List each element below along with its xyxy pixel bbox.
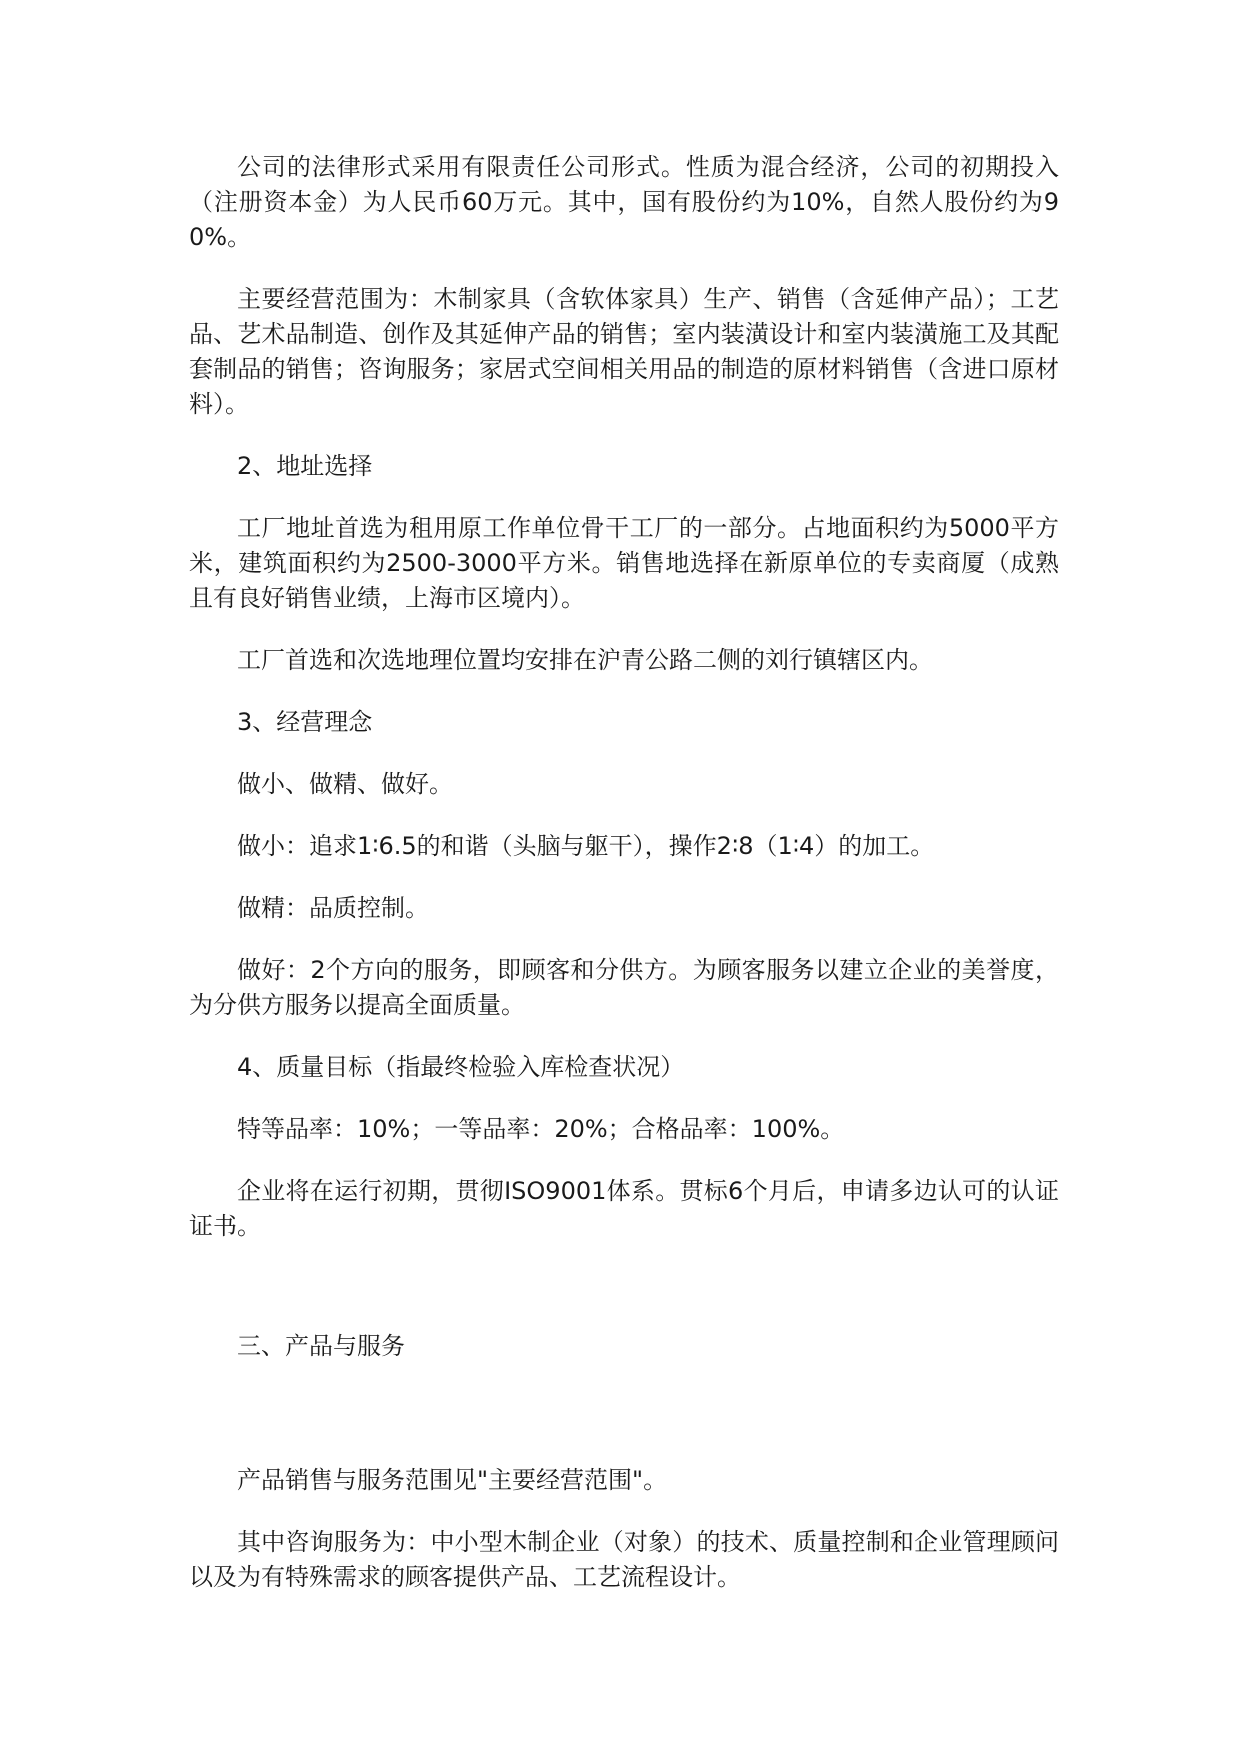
section-spacer — [189, 1391, 1059, 1463]
paragraph-consulting: 其中咨询服务为：中小型木制企业（对象）的技术、质量控制和企业管理顾问以及为有特殊需求的顾客提供产品、工艺流程设计。 — [189, 1528, 1059, 1591]
heading-quality-goals: 4、质量目标（指最终检验入库检查状况） — [237, 1053, 685, 1081]
paragraph-do-fine: 做精：品质控制。 — [237, 894, 429, 922]
paragraph-factory-location: 工厂首选和次选地理位置均安排在沪青公路二侧的刘行镇辖区内。 — [237, 646, 933, 674]
paragraph-business-scope: 主要经营范围为：木制家具（含软体家具）生产、销售（含延伸产品）；工艺品、艺术品制造、创作及其延伸产品的销售；室内装潢设计和室内装潢施工及其配套制品的销售；咨询服务；家居式空间相关用品的制造的原材料销售（含进口原材料）。 — [189, 285, 1059, 418]
heading-business-philosophy: 3、经营理念 — [237, 708, 373, 736]
heading-products-services: 三、产品与服务 — [237, 1332, 405, 1360]
paragraph-philosophy-summary: 做小、做精、做好。 — [237, 770, 453, 798]
document-body — [189, 150, 1059, 1622]
paragraph-product-scope: 产品销售与服务范围见"主要经营范围"。 — [237, 1466, 668, 1494]
heading-site-selection: 2、地址选择 — [237, 452, 373, 480]
paragraph-factory-site: 工厂地址首选为租用原工作单位骨干工厂的一部分。占地面积约为5000平方米，建筑面积约为2500-3000平方米。销售地选择在新原单位的专卖商厦（成熟且有良好销售业绩，上海市区境内）。 — [189, 514, 1059, 612]
paragraph-quality-rates: 特等品率：10%；一等品率：20%；合格品率：100%。 — [237, 1115, 845, 1143]
paragraph-do-small: 做小：追求1∶6.5的和谐（头脑与躯干），操作2∶8（1∶4）的加工。 — [237, 832, 935, 860]
section-spacer — [189, 1271, 1059, 1329]
paragraph-iso9001: 企业将在运行初期，贯彻ISO9001体系。贯标6个月后，申请多边认可的认证证书。 — [189, 1177, 1059, 1240]
paragraph-do-well: 做好：2个方向的服务，即顾客和分供方。为顾客服务以建立企业的美誉度，为分供方服务以提高全面质量。 — [189, 956, 1059, 1019]
paragraph-legal-form: 公司的法律形式采用有限责任公司形式。性质为混合经济，公司的初期投入（注册资本金）为人民币60万元。其中，国有股份约为10%，自然人股份约为90%。 — [189, 153, 1059, 251]
